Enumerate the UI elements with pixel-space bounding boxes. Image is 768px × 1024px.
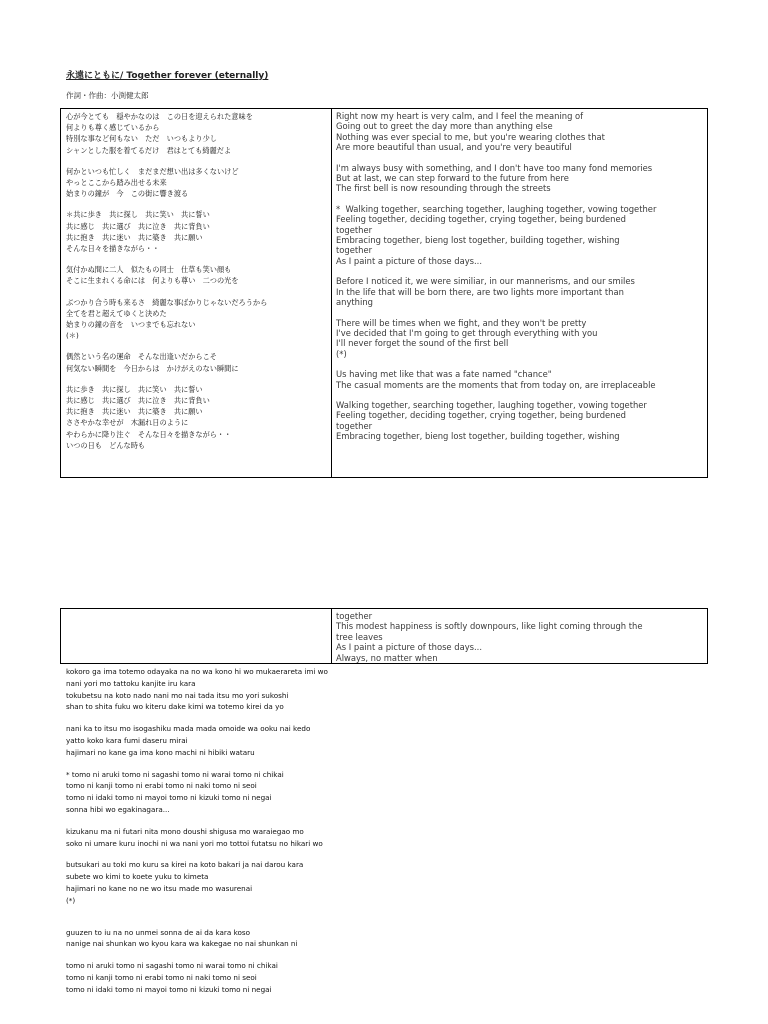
- japanese-lyric-line: いつの日も どんな時も: [66, 440, 146, 450]
- japanese-lyric-line: ＊共に歩き 共に探し 共に笑い 共に誓い: [66, 210, 210, 220]
- column-divider: [331, 109, 332, 477]
- romaji-lyrics: [66, 666, 706, 996]
- english-lyric-line: As I paint a picture of those days...: [336, 642, 483, 653]
- english-lyric-line: Going out to greet the day more than anything else: [336, 121, 553, 132]
- japanese-lyric-line: 共に感じ 共に選び 共に泣き 共に背負い: [66, 221, 210, 231]
- english-lyric-line: The casual moments are the moments that from today on, are irreplaceable: [336, 379, 656, 390]
- romaji-lyric-line: subete wo kimi to koete yuku to kimeta: [66, 872, 209, 882]
- japanese-lyric-line: やっとここから踏み出せる未来: [66, 178, 167, 188]
- romaji-lyric-line: nani yori mo tattoku kanjite iru kara: [66, 678, 196, 688]
- english-lyric-line: There will be times when we fight, and they won't be pretty: [336, 317, 587, 328]
- romaji-lyric-line: tomo ni kanji tomo ni erabi tomo ni naki tomo ni seoi: [66, 972, 257, 982]
- romaji-lyric-line: butsukari au toki mo kuru sa kirei na koto bakari ja nai darou kara: [66, 860, 304, 870]
- romaji-lyric-line: hajimari no kane no ne wo itsu made mo wasurenai: [66, 883, 253, 893]
- japanese-lyric-line: 偶然という名の運命 そんな出逢いだからこそ: [66, 352, 217, 362]
- japanese-lyric-line: ささやかな幸せが 木漏れ日のように: [66, 418, 189, 428]
- romaji-lyric-line: hajimari no kane ga ima kono machi ni hibiki wataru: [66, 747, 255, 757]
- romaji-lyric-line: [66, 759, 706, 769]
- english-lyrics-column: [336, 111, 702, 442]
- romaji-lyric-line: kokoro ga ima totemo odayaka na no wa kono hi wo mukaerareta imi wo: [66, 667, 328, 676]
- romaji-lyric-line: kizukanu ma ni futari nita mono doushi shigusa mo waraiegao mo: [66, 826, 304, 836]
- romaji-lyric-line: nani ka to itsu mo isogashiku mada mada omoide wa ooku nai kedo: [66, 724, 311, 734]
- romaji-lyric-line: shan to shita fuku wo kiteru dake kimi wa totemo kirei da yo: [66, 702, 284, 712]
- lyricist-composer-credit: 作詞・作曲：小渕健太郎: [66, 91, 149, 100]
- english-lyric-line: together: [336, 245, 373, 256]
- english-lyric-line: Embracing together, bieng lost together, building together, wishing: [336, 235, 620, 246]
- english-lyric-line: I'll never forget the sound of the first bell: [336, 338, 509, 349]
- romaji-lyric-line: tomo ni idaki tomo ni mayoi tomo ni kizuki tomo ni negai: [66, 793, 272, 803]
- english-lyric-line: Right now my heart is very calm, and I feel the meaning of: [336, 111, 584, 121]
- english-lyric-line: Nothing was ever special to me, but you're wearing clothes that: [336, 131, 605, 142]
- japanese-lyric-line: 特別な事など何もない ただ いつもより少し: [66, 134, 217, 144]
- english-lyric-line: In the life that will be born there, are two lights more important than: [336, 286, 624, 297]
- english-lyric-line: Always, no matter when: [336, 652, 438, 663]
- english-lyric-line: [336, 153, 702, 163]
- english-lyric-line: As I paint a picture of those days...: [336, 255, 483, 266]
- romaji-lyric-line: tokubetsu na koto nado nani mo nai tada itsu mo yori sukoshi: [66, 690, 289, 700]
- song-title: 永遠にともに/ Together forever (eternally): [66, 71, 269, 81]
- lyrics-table-continued: [60, 608, 708, 664]
- english-lyric-line: Us having met like that was a fate named "chance": [336, 369, 552, 380]
- romaji-lyric-line: yatto koko kara fumi daseru mirai: [66, 735, 188, 745]
- japanese-lyric-line: 心が今とても 穏やかなのは この日を迎えられた意味を: [66, 112, 253, 121]
- japanese-lyric-line: ぶつかり合う時も来るさ 綺麗な事ばかりじゃないだろうから: [66, 297, 268, 307]
- japanese-lyric-line: シャンとした服を着てるだけ 君はとても綺麗だよ: [66, 145, 232, 155]
- english-lyric-line: Feeling together, deciding together, crying together, being burdened: [336, 214, 626, 225]
- japanese-lyric-line: 何よりも尊く感じているから: [66, 123, 160, 133]
- english-lyric-line: Before I noticed it, we were similiar, in our mannerisms, and our smiles: [336, 276, 635, 287]
- english-lyric-line: Feeling together, deciding together, crying together, being burdened: [336, 410, 626, 421]
- romaji-lyric-line: tomo ni idaki tomo ni mayoi tomo ni kizuki tomo ni negai: [66, 984, 272, 994]
- japanese-lyric-line: 気付かぬ間に二人 似たもの同士 仕草も笑い顔も: [66, 265, 232, 275]
- english-lyric-line: This modest happiness is softly downpours, like light coming through the: [336, 621, 643, 632]
- japanese-lyric-line: 共に感じ 共に選び 共に泣き 共に背負い: [66, 396, 210, 406]
- japanese-lyric-line: [66, 374, 328, 384]
- romaji-lyric-line: [66, 907, 706, 917]
- english-lyric-line: Walking together, searching together, laughing together, vowing together: [336, 399, 647, 410]
- japanese-lyrics-column: [66, 111, 328, 451]
- japanese-lyric-line: [66, 254, 328, 264]
- japanese-lyric-line: 共に抱き 共に迷い 共に築き 共に願い: [66, 407, 203, 417]
- japanese-lyric-line: やわらかに降り注ぐ そんな日々を描きながら・・: [66, 429, 232, 439]
- english-lyric-line: (*): [336, 348, 347, 359]
- romaji-lyric-line: tomo ni kanji tomo ni erabi tomo ni naki tomo ni seoi: [66, 781, 257, 791]
- romaji-lyric-line: (*): [66, 895, 76, 905]
- english-lyric-line: together: [336, 420, 373, 431]
- english-lyric-line: together: [336, 611, 373, 621]
- japanese-lyric-line: [66, 199, 328, 209]
- romaji-lyric-line: [66, 917, 706, 927]
- romaji-lyric-line: [66, 849, 706, 859]
- japanese-lyric-line: そこに生まれくる命には 何よりも尊い 二つの光を: [66, 276, 239, 286]
- english-lyric-line: [336, 194, 702, 204]
- english-lyric-line: But at last, we can step forward to the future from here: [336, 173, 569, 184]
- english-lyric-line: The first bell is now resounding through the streets: [336, 183, 551, 194]
- romaji-lyric-line: [66, 816, 706, 826]
- english-lyric-line: [336, 390, 702, 400]
- japanese-lyric-line: 共に歩き 共に探し 共に笑い 共に誓い: [66, 384, 203, 394]
- english-lyric-line: together: [336, 224, 373, 235]
- english-lyric-line: [336, 359, 702, 369]
- romaji-lyric-line: tomo ni aruki tomo ni sagashi tomo ni warai tomo ni chikai: [66, 961, 278, 971]
- romaji-lyric-line: nanige nai shunkan wo kyou kara wa kakegae no nai shunkan ni: [66, 939, 298, 949]
- english-lyric-line: Embracing together, bieng lost together, building together, wishing: [336, 431, 620, 442]
- japanese-lyric-line: (＊): [66, 331, 79, 341]
- english-lyric-line: [336, 266, 702, 276]
- japanese-lyric-line: 何気ない瞬間を 今日からは かけがえのない瞬間に: [66, 363, 239, 373]
- english-lyric-line: I'm always busy with something, and I don't have too many fond memories: [336, 162, 653, 173]
- japanese-lyric-line: 始まりの鐘の音を いつまでも忘れない: [66, 320, 196, 330]
- japanese-lyric-line: 全てを君と超えてゆくと決めた: [66, 308, 167, 318]
- english-lyric-line: Are more beautiful than usual, and you're very beautiful: [336, 142, 572, 153]
- japanese-lyric-line: 共に抱き 共に迷い 共に築き 共に願い: [66, 232, 203, 242]
- romaji-lyric-line: guuzen to iu na no unmei sonna de ai da kara koso: [66, 927, 251, 937]
- romaji-lyric-line: * tomo ni aruki tomo ni sagashi tomo ni warai tomo ni chikai: [66, 769, 284, 779]
- japanese-lyric-line: 始まりの鐘が 今 この街に響き渡る: [66, 189, 189, 199]
- japanese-lyric-line: [66, 156, 328, 166]
- japanese-lyric-line: そんな日々を描きながら・・: [66, 244, 160, 254]
- english-lyric-line: I've decided that I'm going to get through everything with you: [336, 327, 598, 338]
- english-lyric-line: [336, 308, 702, 318]
- lyrics-table: [60, 108, 708, 478]
- romaji-lyric-line: soko ni umare kuru inochi ni wa nani yori mo tottoi futatsu no hikari wo: [66, 838, 323, 848]
- japanese-lyric-line: [66, 287, 328, 297]
- romaji-lyric-line: [66, 713, 706, 723]
- column-divider: [331, 609, 332, 663]
- romaji-lyric-line: sonna hibi wo egakinagara...: [66, 804, 170, 814]
- english-lyrics-continued-column: [336, 611, 702, 663]
- english-lyric-line: anything: [336, 297, 373, 308]
- english-lyric-line: * Walking together, searching together, laughing together, vowing together: [336, 203, 657, 214]
- japanese-lyric-line: 何かといつも忙しく まだまだ想い出は多くないけど: [66, 166, 239, 176]
- english-lyric-line: tree leaves: [336, 631, 383, 642]
- japanese-lyric-line: [66, 341, 328, 351]
- romaji-lyric-line: [66, 950, 706, 960]
